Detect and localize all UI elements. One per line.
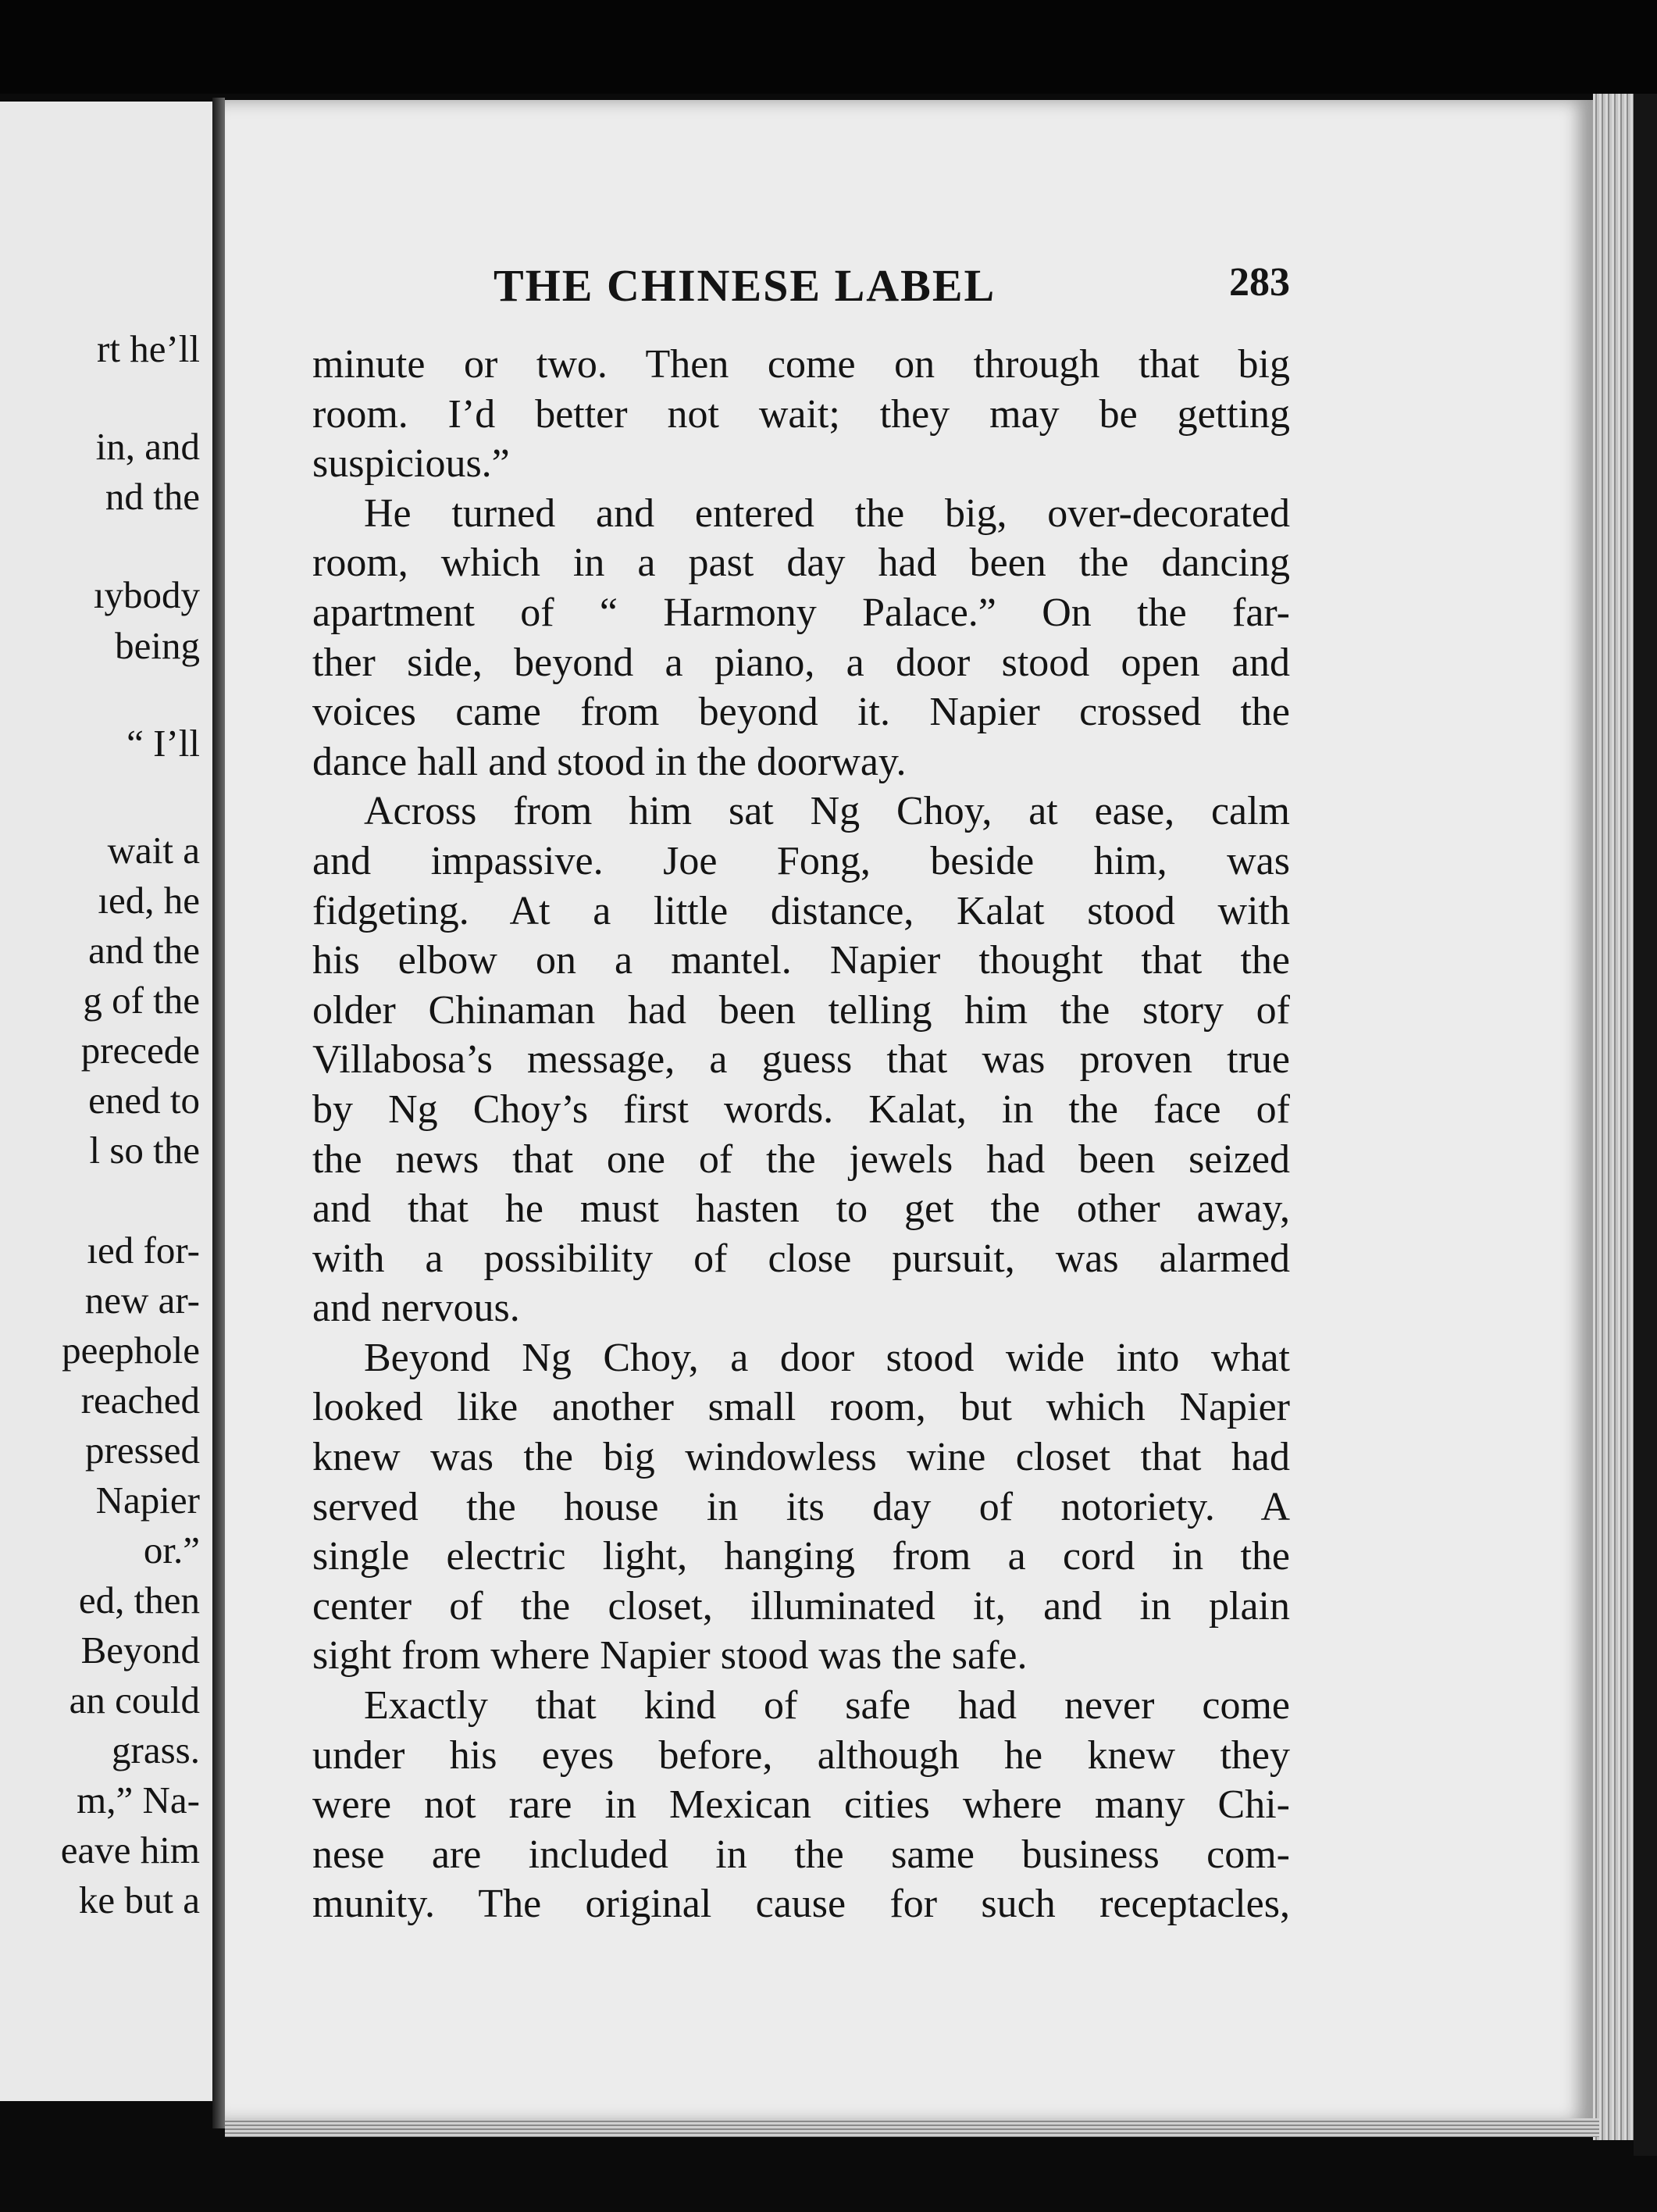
- text-line: looked like another small room, but which Napier: [312, 1385, 1290, 1430]
- text-line: minute or two. Then come on through that big: [312, 342, 1290, 387]
- text-line: sight from where Napier stood was the safe.: [312, 1633, 1028, 1679]
- text-line: Across from him sat Ng Choy, at ease, calm: [364, 789, 1290, 834]
- page-header: [312, 259, 1290, 311]
- text-line: apartment of “ Harmony Palace.” On the far-: [312, 590, 1290, 635]
- left-page-line: ıed for-: [87, 1229, 200, 1272]
- text-line: older Chinaman had been telling him the story of: [312, 987, 1290, 1033]
- left-page-line: pressed: [85, 1429, 200, 1472]
- body-text: [312, 340, 1290, 1929]
- text-line: nese are included in the same business com-: [312, 1832, 1290, 1877]
- left-page-line: being: [115, 624, 200, 667]
- page-number: 283: [1229, 260, 1290, 305]
- text-line: Villabosa’s message, a guess that was proven true: [312, 1037, 1290, 1083]
- text-line: with a possibility of close pursuit, was alarmed: [312, 1236, 1290, 1281]
- left-page-line: new ar-: [84, 1279, 200, 1322]
- left-page-line: an could: [69, 1679, 200, 1721]
- left-page-line: ıed, he: [98, 879, 200, 922]
- left-page-line: ke but a: [78, 1878, 200, 1921]
- left-page-line: Napier: [95, 1479, 200, 1522]
- left-page-line: m,” Na-: [77, 1779, 200, 1821]
- text-line: dance hall and stood in the doorway.: [312, 739, 907, 784]
- text-line: the news that one of the jewels had been seized: [312, 1136, 1290, 1182]
- left-page-line: l so the: [89, 1129, 200, 1172]
- text-line: by Ng Choy’s first words. Kalat, in the face of: [312, 1086, 1290, 1132]
- left-page-line: peephole: [62, 1329, 200, 1372]
- text-line: were not rare in Mexican cities where many Chi-: [312, 1782, 1290, 1828]
- text-line: Beyond Ng Choy, a door stood wide into what: [364, 1335, 1290, 1380]
- text-line: knew was the big windowless wine closet that had: [312, 1435, 1290, 1480]
- text-line: suspicious.”: [312, 441, 510, 487]
- text-line: Exactly that kind of safe had never come: [364, 1683, 1290, 1729]
- running-title: THE CHINESE LABEL: [494, 260, 996, 311]
- text-line: served the house in its day of notoriety. A: [312, 1484, 1290, 1529]
- left-page-line: ıybody: [93, 573, 200, 616]
- page-edge-stack: [1593, 94, 1634, 2140]
- text-line: under his eyes before, although he knew they: [312, 1732, 1290, 1778]
- left-page-line: eave him: [60, 1828, 200, 1871]
- text-line: room, which in a past day had been the dancing: [312, 541, 1290, 586]
- left-page-line: g of the: [83, 979, 200, 1022]
- left-page: [0, 102, 216, 2101]
- page-bottom-edge: [225, 2118, 1599, 2137]
- left-page-line: precede: [80, 1029, 200, 1072]
- text-line: and nervous.: [312, 1286, 520, 1331]
- text-line: He turned and entered the big, over-decorated: [364, 491, 1290, 536]
- scan-background-right: [1634, 94, 1657, 2156]
- left-page-line: and the: [88, 929, 200, 972]
- text-line: center of the closet, illuminated it, and in plain: [312, 1583, 1290, 1629]
- left-page-line: “ I’ll: [127, 722, 200, 765]
- left-page-line: nd the: [105, 475, 200, 518]
- text-line: munity. The original cause for such receptacles,: [312, 1882, 1290, 1927]
- text-line: voices came from beyond it. Napier crossed the: [312, 690, 1290, 735]
- text-line: his elbow on a mantel. Napier thought that the: [312, 938, 1290, 983]
- left-page-line: ened to: [88, 1079, 200, 1122]
- text-line: single electric light, hanging from a cord in the: [312, 1534, 1290, 1579]
- left-page-line: wait a: [107, 829, 200, 872]
- left-page-line: grass.: [112, 1729, 200, 1771]
- left-page-line: Beyond: [80, 1629, 200, 1671]
- left-page-line: in, and: [95, 425, 200, 468]
- left-page-line: ed, then: [78, 1579, 200, 1622]
- text-line: and that he must hasten to get the other away,: [312, 1186, 1290, 1232]
- text-line: room. I’d better not wait; they may be getting: [312, 391, 1290, 437]
- text-line: ther side, beyond a piano, a door stood open and: [312, 640, 1290, 685]
- left-page-line: or.”: [143, 1529, 200, 1572]
- book-gutter: [212, 98, 225, 2128]
- left-page-line: rt he’ll: [97, 327, 200, 370]
- text-line: and impassive. Joe Fong, beside him, was: [312, 838, 1290, 883]
- left-page-line: reached: [80, 1379, 200, 1422]
- scan-background-top: [0, 0, 1657, 94]
- text-line: fidgeting. At a little distance, Kalat stood with: [312, 888, 1290, 933]
